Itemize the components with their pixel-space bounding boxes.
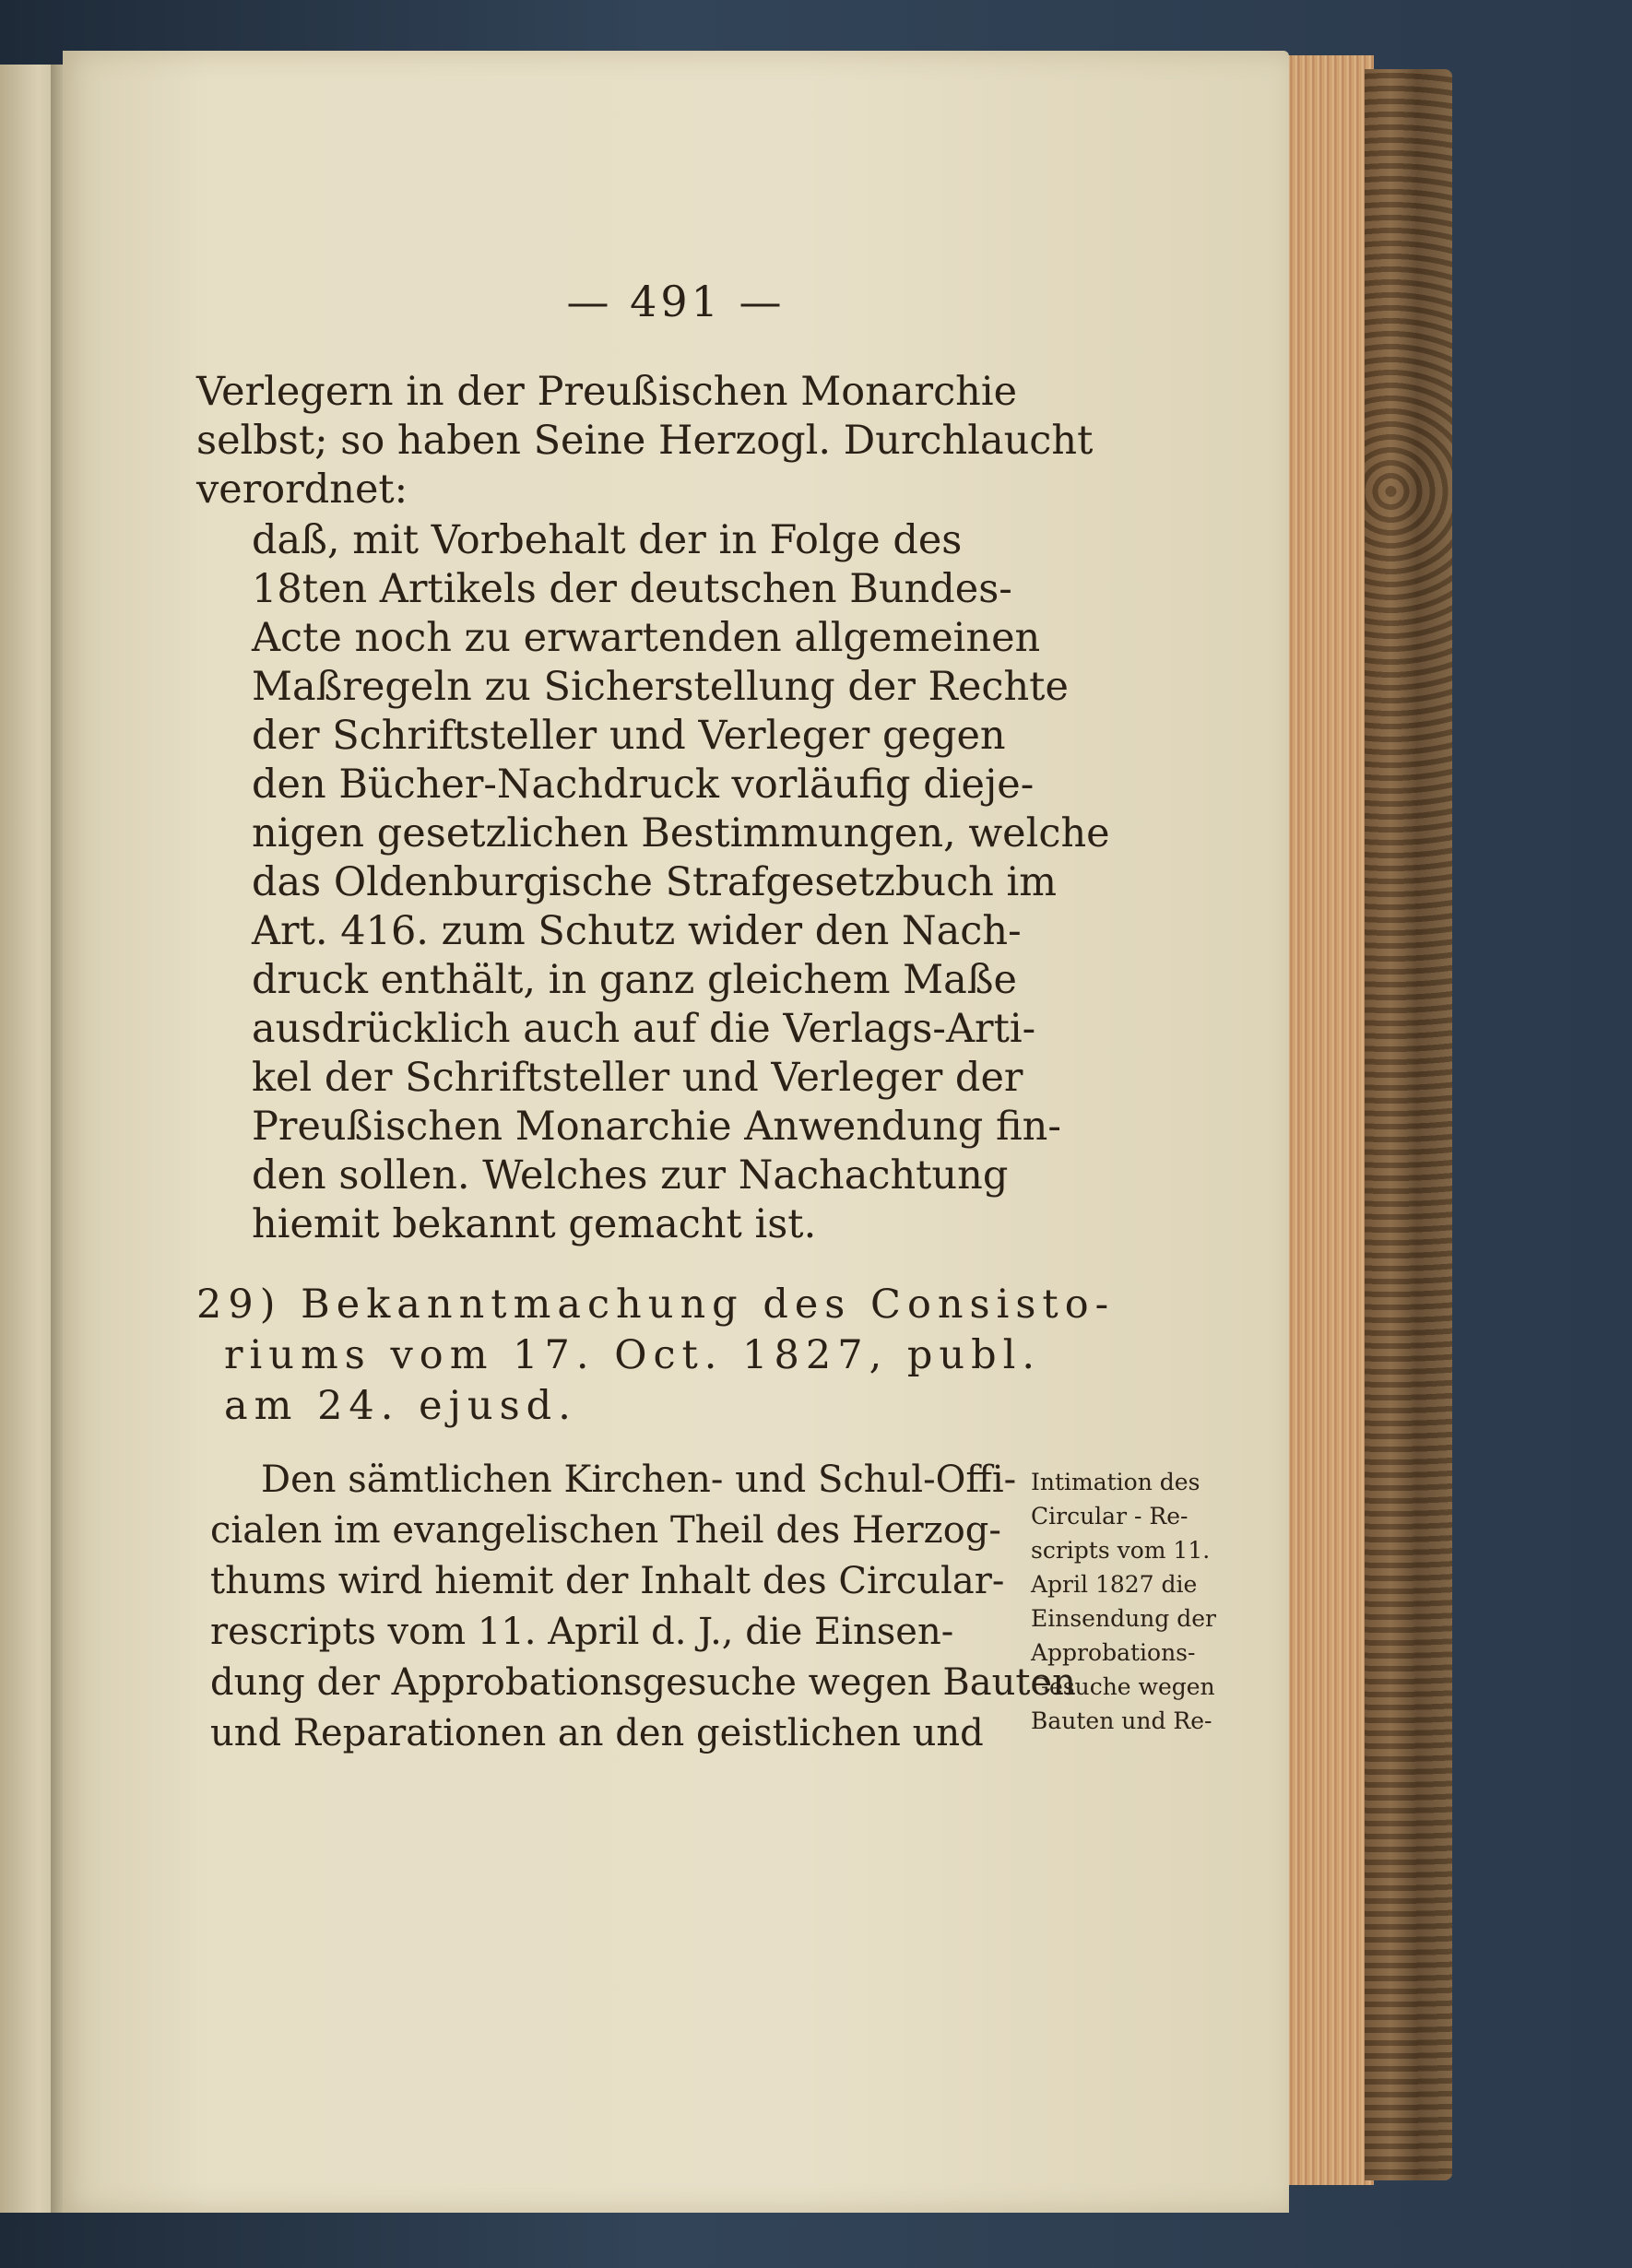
intro-line: selbst; so haben Seine Herzogl. Durchlaucht <box>196 418 1094 464</box>
decree-line: Acte noch zu erwartenden allgemeinen <box>252 615 1041 661</box>
body-line: dung der Approbationsgesuche wegen Bauten <box>210 1661 1076 1704</box>
decree-line: Art. 416. zum Schutz wider den Nach- <box>252 908 1022 954</box>
body-line: rescripts vom 11. April d. J., die Einsen- <box>210 1611 954 1653</box>
decree-line: nigen gesetzlichen Bestimmungen, welche <box>252 810 1110 856</box>
decree-line: daß, mit Vorbehalt der in Folge des <box>252 517 963 563</box>
margin-note-line: Approbations- <box>1031 1639 1196 1666</box>
decree-line: Maßregeln zu Sicherstellung der Rechte <box>252 664 1069 710</box>
margin-note-line: Gesuche wegen <box>1031 1673 1215 1700</box>
decree-line: das Oldenburgische Strafgesetzbuch im <box>252 859 1058 905</box>
margin-note-line: Intimation des <box>1031 1469 1200 1495</box>
intro-line: Verlegern in der Preußischen Monarchie <box>196 369 1018 415</box>
decree-line: der Schriftsteller und Verleger gegen <box>252 713 1006 759</box>
margin-note-line: Einsendung der <box>1031 1605 1216 1632</box>
decree-line: hiemit bekannt gemacht ist. <box>252 1201 817 1247</box>
margin-note-line: scripts vom 11. <box>1031 1537 1211 1564</box>
book-page <box>63 51 1289 2213</box>
body-line: thums wird hiemit der Inhalt des Circular- <box>210 1560 1005 1602</box>
decree-line: druck enthält, in ganz gleichem Maße <box>252 957 1017 1003</box>
margin-note-line: Circular - Re- <box>1031 1503 1189 1530</box>
section-heading-line: am 24. ejusd. <box>224 1383 577 1429</box>
decree-line: ausdrücklich auch auf die Verlags-Arti- <box>252 1006 1036 1052</box>
decree-line: 18ten Artikels der deutschen Bundes- <box>252 566 1012 612</box>
decree-line: Preußischen Monarchie Anwendung fin- <box>252 1104 1061 1150</box>
decree-line: kel der Schriftsteller und Verleger der <box>252 1055 1023 1101</box>
body-line: und Reparationen an den geistlichen und <box>210 1712 984 1754</box>
margin-note-line: Bauten und Re- <box>1031 1707 1212 1734</box>
section-heading-line: riums vom 17. Oct. 1827, publ. <box>224 1332 1042 1378</box>
intro-line: verordnet: <box>196 467 408 513</box>
marbled-cover <box>1365 69 1452 2180</box>
page-edges <box>1286 55 1374 2185</box>
decree-line: den sollen. Welches zur Nachachtung <box>252 1152 1009 1199</box>
section-heading-line: 29) Bekanntmachung des Consisto- <box>196 1282 1116 1328</box>
page-number: — 491 — <box>566 277 786 326</box>
decree-line: den Bücher-Nachdruck vorläufig dieje- <box>252 762 1035 808</box>
body-line: cialen im evangelischen Theil des Herzog- <box>210 1509 1001 1552</box>
body-line: Den sämtlichen Kirchen- und Schul-Offi- <box>261 1459 1017 1501</box>
margin-note-line: April 1827 die <box>1031 1571 1198 1598</box>
